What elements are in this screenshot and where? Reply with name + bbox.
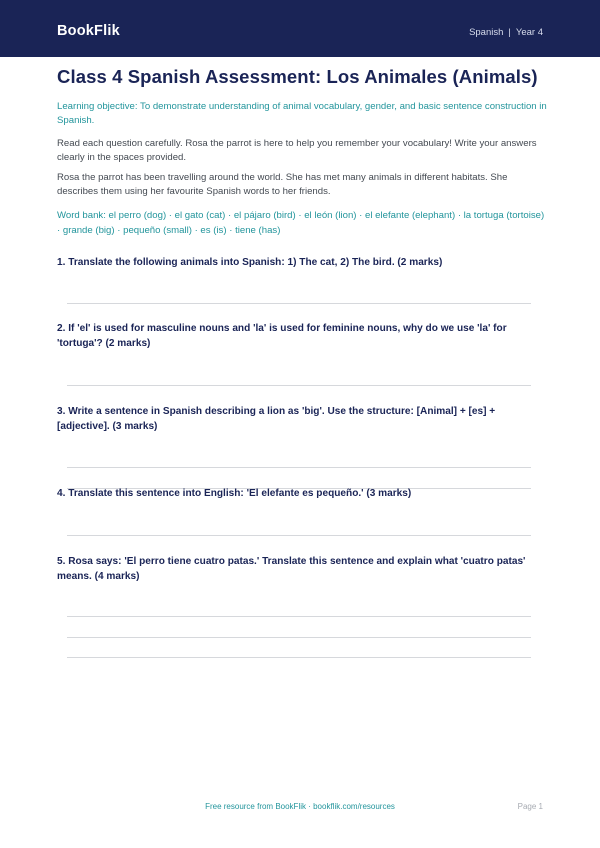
question-1: 1. Translate the following animals into Spanish: 1) The cat, 2) The bird. (2 marks)	[57, 257, 443, 268]
answer-line-q2[interactable]	[67, 385, 531, 386]
learning-objective: Learning objective: To demonstrate understanding of animal vocabulary, gender, and basic sentence construction in Spanish.	[57, 101, 547, 126]
question-4: 4. Translate this sentence into English: 'El elefante es pequeño.' (3 marks)	[57, 488, 412, 499]
answer-line-q3-1[interactable]	[67, 467, 531, 468]
answer-line-q5-2[interactable]	[67, 637, 531, 638]
question-2: 2. If 'el' is used for masculine nouns and 'la' is used for feminine nouns, why do we use 'la' for 'tortuga'? (2 marks)	[57, 323, 507, 349]
answer-line-q5-3[interactable]	[67, 657, 531, 658]
question-3: 3. Write a sentence in Spanish describing a lion as 'big'. Use the structure: [Animal] + [es] + [adjective]. (3 marks)	[57, 406, 496, 432]
footer-credit[interactable]: Free resource from BookFlik · bookflik.com/resources	[205, 802, 395, 811]
header-separator: |	[508, 27, 511, 38]
page-number: Page 1	[517, 802, 543, 811]
subject-year-label	[469, 27, 543, 38]
answer-line-q4[interactable]	[67, 535, 531, 536]
question-5: 5. Rosa says: 'El perro tiene cuatro patas.' Translate this sentence and explain what 'cuatro patas' means. (4 marks)	[57, 556, 526, 582]
page-title: Class 4 Spanish Assessment: Los Animales (Animals)	[57, 66, 538, 87]
answer-line-q5-1[interactable]	[67, 616, 531, 617]
intro-story: Rosa the parrot has been travelling around the world. She has met many animals in different habitats. She describes them using her favourite Spanish words to her friends.	[57, 172, 508, 197]
header-bar	[0, 0, 600, 57]
brand-logo: BookFlik	[57, 23, 120, 39]
subject-label: Spanish	[469, 27, 504, 38]
year-label: Year 4	[515, 27, 543, 38]
intro-instructions: Read each question carefully. Rosa the parrot is here to help you remember your vocabulary! Write your answers clearly in the spaces provided.	[57, 138, 537, 163]
answer-line-q1[interactable]	[67, 303, 531, 304]
word-bank: Word bank: el perro (dog) · el gato (cat) · el pájaro (bird) · el león (lion) · el elefante (elephant) · la tortuga (tortoise) · grande (big) · pequeño (small) · es (is) · tiene (has)	[57, 210, 545, 236]
